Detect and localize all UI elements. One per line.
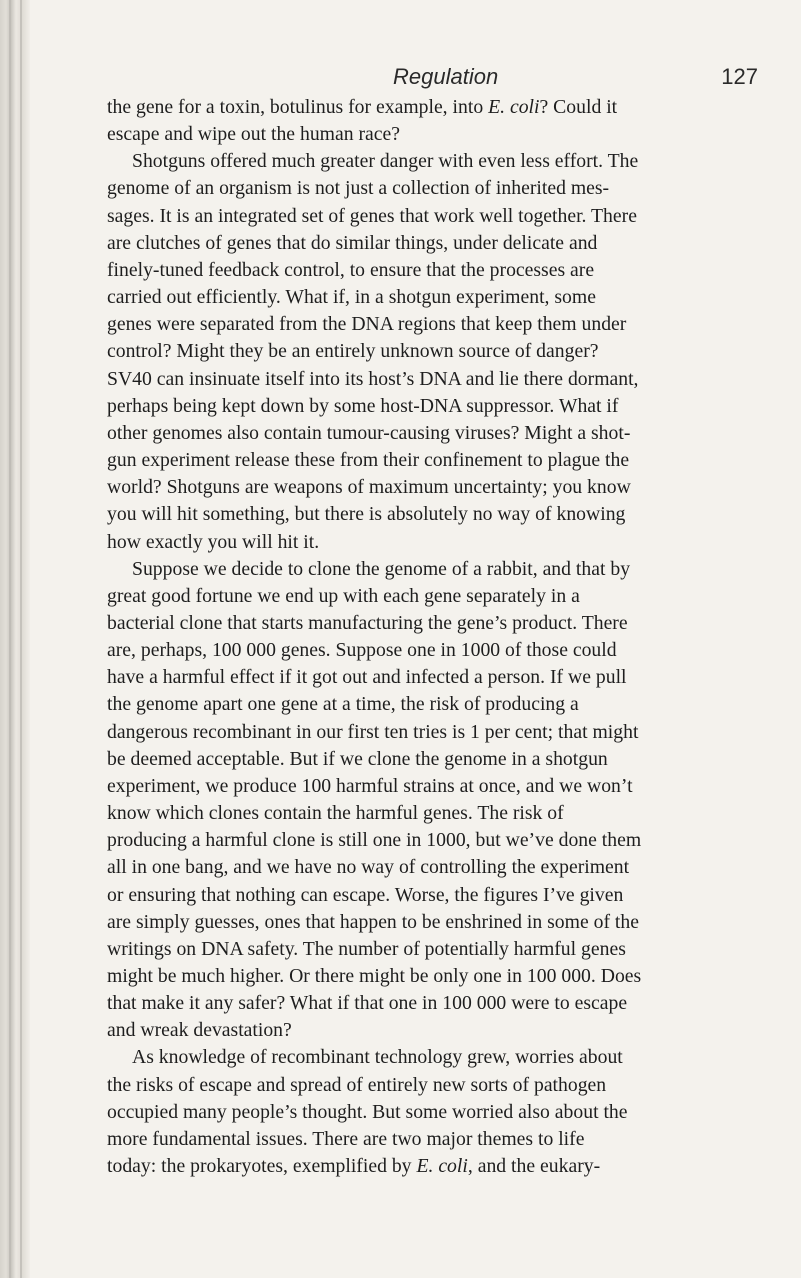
text-line: other genomes also contain tumour-causing viruses? Might a shot- — [107, 421, 631, 444]
paragraph — [107, 94, 762, 148]
text-line: sages. It is an integrated set of genes that work well together. There — [107, 204, 637, 227]
text-line: gun experiment release these from their confinement to plague the — [107, 449, 630, 472]
text-line: experiment, we produce 100 harmful strains at once, and we won’t — [107, 774, 633, 797]
spine-crease — [20, 0, 22, 1278]
text-line: genome of an organism is not just a collection of inherited mes- — [107, 177, 610, 200]
species-name: E. coli — [416, 1155, 468, 1178]
paragraph — [107, 1044, 762, 1180]
text-line: are simply guesses, ones that happen to be enshrined in some of the — [107, 910, 639, 933]
book-spine-shadow — [0, 0, 30, 1278]
text-line: As knowledge of recombinant technology grew, worries about — [132, 1046, 623, 1069]
text-line: today: the prokaryotes, exemplified by E. coli, and the eukary- — [107, 1155, 601, 1178]
book-page — [107, 62, 762, 1180]
text-line: or ensuring that nothing can escape. Worse, the figures I’ve given — [107, 883, 624, 906]
text-line: all in one bang, and we have no way of controlling the experiment — [107, 856, 630, 879]
page-number: 127 — [721, 64, 758, 89]
text-line: are clutches of genes that do similar things, under delicate and — [107, 231, 598, 254]
paragraph — [107, 148, 762, 555]
paragraph — [107, 556, 762, 1045]
text-line: control? Might they be an entirely unknown source of danger? — [107, 340, 599, 363]
text-line: writings on DNA safety. The number of potentially harmful genes — [107, 937, 626, 960]
text-line: perhaps being kept down by some host-DNA suppressor. What if — [107, 394, 619, 417]
text-line: the risks of escape and spread of entirely new sorts of pathogen — [107, 1073, 607, 1096]
text-line: dangerous recombinant in our first ten tries is 1 per cent; that might — [107, 720, 639, 743]
text-line: carried out efficiently. What if, in a shotgun experiment, some — [107, 286, 596, 309]
text-line: bacterial clone that starts manufacturing the gene’s product. There — [107, 611, 628, 634]
running-title: Regulation — [393, 64, 499, 89]
text-line: you will hit something, but there is absolutely no way of knowing — [107, 503, 626, 526]
text-line: how exactly you will hit it. — [107, 530, 320, 553]
text-line: occupied many people’s thought. But some worried also about the — [107, 1100, 628, 1123]
text-line: are, perhaps, 100 000 genes. Suppose one in 1000 of those could — [107, 639, 617, 662]
text-line: the gene for a toxin, botulinus for example, into E. coli? Could it — [107, 96, 618, 118]
running-header — [107, 62, 762, 94]
text-line: genes were separated from the DNA regions that keep them under — [107, 313, 627, 336]
text-line: and wreak devastation? — [107, 1019, 292, 1042]
text-line: escape and wipe out the human race? — [107, 123, 400, 146]
spine-crease — [9, 0, 11, 1278]
text-line: producing a harmful clone is still one in 1000, but we’ve done them — [107, 829, 642, 852]
text-line: more fundamental issues. There are two major themes to life — [107, 1127, 585, 1150]
text-line: Suppose we decide to clone the genome of a rabbit, and that by — [132, 557, 631, 580]
text-line: be deemed acceptable. But if we clone the genome in a shotgun — [107, 747, 608, 770]
text-line: have a harmful effect if it got out and infected a person. If we pull — [107, 666, 627, 689]
text-line: might be much higher. Or there might be only one in 100 000. Does — [107, 965, 642, 987]
text-line: great good fortune we end up with each gene separately in a — [107, 584, 580, 607]
text-line: finely-tuned feedback control, to ensure that the processes are — [107, 258, 595, 281]
text-line: know which clones contain the harmful genes. The risk of — [107, 802, 564, 825]
species-name: E. coli — [488, 96, 540, 118]
text-line: that make it any safer? What if that one in 100 000 were to escape — [107, 992, 628, 1015]
body-text — [107, 94, 762, 1180]
text-line: SV40 can insinuate itself into its host’s DNA and lie there dormant, — [107, 367, 639, 390]
text-line: world? Shotguns are weapons of maximum uncertainty; you know — [107, 476, 631, 499]
text-line: the genome apart one gene at a time, the risk of producing a — [107, 693, 579, 716]
text-line: Shotguns offered much greater danger with even less effort. The — [132, 150, 639, 173]
